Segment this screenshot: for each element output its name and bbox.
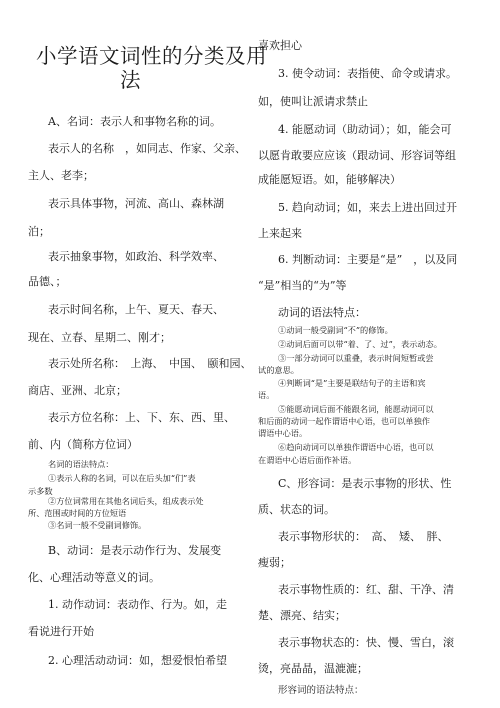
title-line-1: 小学语文词性的分类及用	[36, 44, 267, 68]
text-line: 看说进行开始	[28, 625, 94, 638]
text-line: 表示事物性质的：红、甜、干净、清	[278, 583, 454, 596]
text-line: 商店、亚洲、北京；	[28, 384, 127, 397]
note-line: 和后面的动词一起作谓语中心语，也可以单独作	[258, 416, 430, 426]
note-line: 名词的语法特点：	[48, 459, 114, 469]
text-line: 3. 使令动词：表指使、命令或请求。	[278, 67, 457, 80]
text-line: 以愿肯敢要应应该（跟动词、形容词等组	[258, 149, 456, 162]
text-line: 1. 动作动词：表动作、行为。如，走	[48, 598, 227, 611]
text-line: 表示处所名称： 上海、 中国、 颐和园、	[48, 357, 252, 370]
text-line: 如，使叫让派请求禁止	[258, 95, 368, 108]
adjective-heading: C、形容词：是表示事物的形状、性	[278, 477, 452, 490]
text-line: 泊；	[28, 225, 50, 238]
text-line: 喜欢担心	[258, 39, 302, 52]
note-line: ②动词后面可以带“着、了、过”，表示动态。	[278, 339, 442, 349]
note-line: 谓语中心语。	[258, 428, 308, 438]
text-line: 2. 心理活动动词：如，想爱恨怕希望	[48, 654, 227, 667]
text-line: 表示人的名称 ，如同志、作家、父亲、	[48, 142, 246, 155]
note-line: ⑤能愿动词后面不能跟名词，能愿动词可以	[278, 404, 434, 414]
text-line: 表示具体事物，河流、高山、森林湖	[48, 197, 224, 210]
title-line-2: 法	[120, 68, 141, 92]
text-line: 表示方位名称：上、下、东、西、里、	[48, 411, 235, 424]
text-line: “是”相当的“为”等	[258, 279, 347, 292]
text-line: 5. 趋向动词；如，来去上进出回过开	[278, 201, 457, 214]
text-line: 表示事物形状的： 高、 矮、 胖、	[278, 530, 449, 543]
note-line: ②方位词常用在其他名词后头，组成表示处	[48, 496, 204, 506]
text-line: 动词的语法特点：	[278, 306, 366, 319]
note-line: ⑥趋向动词可以单独作谓语中心语，也可以	[278, 442, 434, 452]
text-line: 现在、立春、星期二、刚才；	[28, 331, 171, 344]
note-line: 形容词的语法特点：	[278, 685, 364, 696]
text-line: 化、心理活动等意义的词。	[28, 571, 160, 584]
text-line: 主人、老李；	[28, 169, 94, 182]
text-line: 品德、；	[28, 275, 67, 288]
text-line: 表示抽象事物，如政治、科学效率、	[48, 250, 224, 263]
verb-heading: B、动词：是表示动作行为、发展变	[48, 544, 222, 557]
note-line: ③名词一般不受副词修饰。	[48, 520, 147, 530]
note-line: 语。	[258, 390, 275, 400]
text-line: 表示事物状态的：快、慢、雪白，滚	[278, 636, 454, 649]
text-line: 质、状态的词。	[258, 503, 335, 516]
text-line: 4. 能愿动词（助动词）；如，能会可	[278, 123, 452, 136]
note-line: 试的意思。	[258, 365, 299, 375]
text-line: 烫，亮晶晶，温漉漉；	[258, 662, 368, 675]
note-line: ③一部分动词可以重叠，表示时间短暂或尝	[278, 353, 434, 363]
note-line: ①动词一般受副词“不”的修饰。	[278, 325, 393, 335]
text-line: 前、内（简称方位词）	[28, 438, 138, 451]
text-line: 上来起来	[258, 227, 302, 240]
text-line: 成能愿短语。如，能够解决）	[258, 173, 401, 186]
text-line: 6. 判断动词：主要是“是” ，以及同	[278, 253, 458, 266]
noun-heading: A、名词：表示人和事物名称的词。	[48, 115, 221, 128]
text-line: 表示时间名称，上午、夏天、春天、	[48, 303, 224, 316]
note-line: 在谓语中心语后面作补语。	[258, 455, 357, 465]
note-line: ①表示人称的名词，可以在后头加“们”表	[48, 473, 196, 483]
note-line: 示多数	[28, 486, 53, 496]
text-line: 瘦弱；	[258, 556, 291, 569]
text-line: 楚、漂亮、结实；	[258, 609, 346, 622]
note-line: 所、范围或时间的方位短语	[28, 508, 127, 518]
note-line: ④判断词“是”主要是联结句子的主语和宾	[278, 378, 426, 388]
